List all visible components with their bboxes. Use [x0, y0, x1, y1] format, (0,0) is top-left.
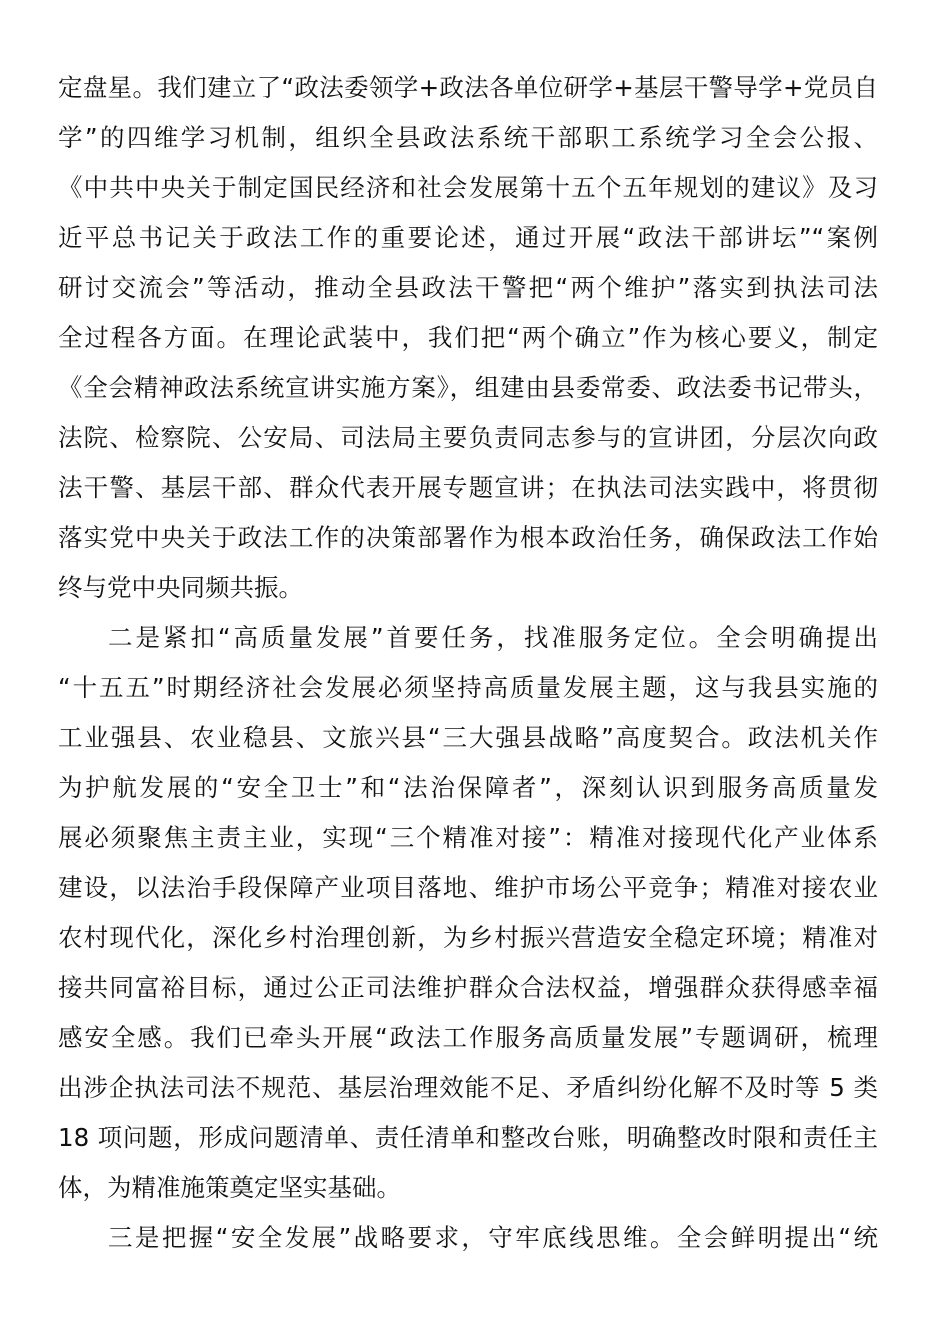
- text-line: 18 项问题，形成问题清单、责任清单和整改台账，明确整改时限和责任主: [58, 1123, 878, 1152]
- text-line: 近平总书记关于政法工作的重要论述，通过开展“政法干部讲坛”“案例: [58, 223, 878, 252]
- text-line: 为护航发展的“安全卫士”和“法治保障者”，深刻认识到服务高质量发: [58, 773, 878, 802]
- text-line: 定盘星。我们建立了“政法委领学+政法各单位研学+基层干警导学+党员自: [58, 73, 878, 102]
- text-line: 法干警、基层干部、群众代表开展专题宣讲；在执法司法实践中，将贯彻: [58, 473, 878, 502]
- text-line: 学”的四维学习机制，组织全县政法系统干部职工系统学习全会公报、: [58, 123, 878, 152]
- paragraph: [58, 63, 878, 613]
- text-line: 研讨交流会”等活动，推动全县政法干警把“两个维护”落实到执法司法: [58, 273, 878, 302]
- paragraph: [58, 1213, 878, 1263]
- text-line: 二是紧扣“高质量发展”首要任务，找准服务定位。全会明确提出: [108, 623, 878, 652]
- document-body: [58, 63, 878, 1263]
- text-line: 体，为精准施策奠定坚实基础。: [58, 1173, 401, 1202]
- text-line: 感安全感。我们已牵头开展“政法工作服务高质量发展”专题调研，梳理: [58, 1023, 878, 1052]
- text-line: 展必须聚焦主责主业，实现“三个精准对接”：精准对接现代化产业体系: [58, 823, 878, 852]
- text-line: 落实党中央关于政法工作的决策部署作为根本政治任务，确保政法工作始: [58, 523, 878, 552]
- text-line: 法院、检察院、公安局、司法局主要负责同志参与的宣讲团，分层次向政: [58, 423, 878, 452]
- text-line: 三是把握“安全发展”战略要求，守牢底线思维。全会鲜明提出“统: [108, 1223, 878, 1252]
- paragraph: [58, 613, 878, 1213]
- text-line: “十五五”时期经济社会发展必须坚持高质量发展主题，这与我县实施的: [58, 673, 878, 702]
- text-line: 工业强县、农业稳县、文旅兴县“三大强县战略”高度契合。政法机关作: [58, 723, 878, 752]
- text-line: 出涉企执法司法不规范、基层治理效能不足、矛盾纠纷化解不及时等 5 类: [58, 1073, 878, 1102]
- text-line: 《全会精神政法系统宣讲实施方案》，组建由县委常委、政法委书记带头，: [58, 373, 878, 402]
- text-line: 接共同富裕目标，通过公正司法维护群众合法权益，增强群众获得感幸福: [58, 973, 878, 1002]
- text-line: 全过程各方面。在理论武装中，我们把“两个确立”作为核心要义，制定: [58, 323, 878, 352]
- text-line: 农村现代化，深化乡村治理创新，为乡村振兴营造安全稳定环境；精准对: [58, 923, 878, 952]
- text-line: 建设，以法治手段保障产业项目落地、维护市场公平竞争；精准对接农业: [58, 873, 878, 902]
- text-line: 终与党中央同频共振。: [58, 573, 303, 602]
- text-line: 《中共中央关于制定国民经济和社会发展第十五个五年规划的建议》及习: [58, 173, 878, 202]
